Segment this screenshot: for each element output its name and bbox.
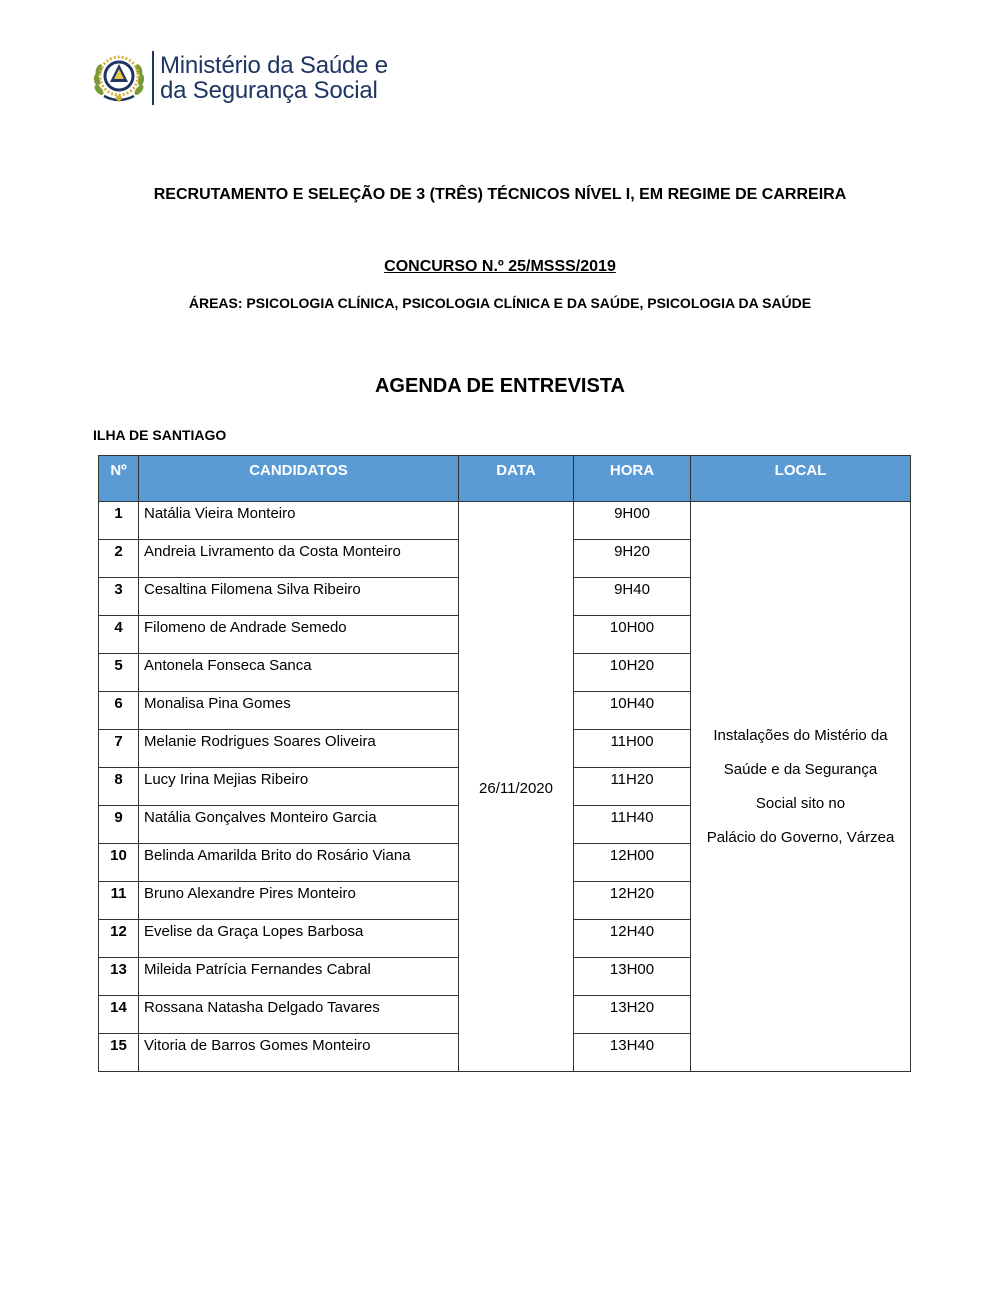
interview-hour: 10H40 (574, 692, 691, 730)
row-number: 7 (99, 730, 139, 768)
interview-hour: 13H40 (574, 1034, 691, 1072)
location-line-1: Instalações do Mistério da (713, 726, 888, 744)
location-line-2: Saúde e da Segurança (723, 760, 878, 778)
interview-hour: 13H00 (574, 958, 691, 996)
candidate-name: Filomeno de Andrade Semedo (139, 616, 459, 654)
interview-hour: 11H20 (574, 768, 691, 806)
contest-number: CONCURSO N.º 25/MSSS/2019 (384, 258, 616, 275)
row-number: 9 (99, 806, 139, 844)
row-number: 1 (99, 502, 139, 540)
interview-hour: 12H40 (574, 920, 691, 958)
logo-divider (152, 51, 154, 105)
interview-hour: 10H20 (574, 654, 691, 692)
candidate-name: Evelise da Graça Lopes Barbosa (139, 920, 459, 958)
island-label: ILHA DE SANTIAGO (93, 427, 227, 443)
row-number: 2 (99, 540, 139, 578)
candidate-name: Natália Vieira Monteiro (139, 502, 459, 540)
candidate-name: Natália Gonçalves Monteiro Garcia (139, 806, 459, 844)
row-number: 10 (99, 844, 139, 882)
row-number: 13 (99, 958, 139, 996)
candidate-name: Belinda Amarilda Brito do Rosário Viana (139, 844, 459, 882)
candidate-name: Monalisa Pina Gomes (139, 692, 459, 730)
row-number: 6 (99, 692, 139, 730)
row-number: 8 (99, 768, 139, 806)
candidate-name: Antonela Fonseca Sanca (139, 654, 459, 692)
row-number: 4 (99, 616, 139, 654)
interview-hour: 13H20 (574, 996, 691, 1034)
candidate-name: Vitoria de Barros Gomes Monteiro (139, 1034, 459, 1072)
row-number: 3 (99, 578, 139, 616)
ministry-name-line-2: da Segurança Social (160, 77, 378, 104)
interview-schedule-table (98, 455, 911, 1072)
header-candidates: CANDIDATOS (139, 456, 459, 502)
ministry-logo (90, 50, 388, 106)
candidate-name: Mileida Patrícia Fernandes Cabral (139, 958, 459, 996)
interview-date: 26/11/2020 (459, 502, 574, 1072)
candidate-name: Lucy Irina Mejias Ribeiro (139, 768, 459, 806)
candidate-name: Cesaltina Filomena Silva Ribeiro (139, 578, 459, 616)
row-number: 14 (99, 996, 139, 1034)
header-hour: HORA (574, 456, 691, 502)
interview-hour: 9H00 (574, 502, 691, 540)
interview-hour: 12H00 (574, 844, 691, 882)
location-line-3: Social sito no (755, 794, 846, 812)
header-local: LOCAL (691, 456, 911, 502)
candidate-name: Rossana Natasha Delgado Tavares (139, 996, 459, 1034)
table-row (99, 502, 911, 540)
coat-of-arms-icon (90, 50, 148, 106)
interview-hour: 11H40 (574, 806, 691, 844)
contest-areas: ÁREAS: PSICOLOGIA CLÍNICA, PSICOLOGIA CLÍNICA E DA SAÚDE, PSICOLOGIA DA SAÚDE (188, 295, 812, 311)
candidate-name: Andreia Livramento da Costa Monteiro (139, 540, 459, 578)
header-date: DATA (459, 456, 574, 502)
interview-hour: 9H20 (574, 540, 691, 578)
candidate-name: Bruno Alexandre Pires Monteiro (139, 882, 459, 920)
interview-hour: 11H00 (574, 730, 691, 768)
candidate-name: Melanie Rodrigues Soares Oliveira (139, 730, 459, 768)
ministry-name-line-1: Ministério da Saúde e (160, 52, 388, 79)
document-title: RECRUTAMENTO E SELEÇÃO DE 3 (TRÊS) TÉCNICOS NÍVEL I, EM REGIME DE CARREIRA (153, 186, 847, 203)
location-line-4: Palácio do Governo, Várzea (706, 828, 895, 846)
row-number: 15 (99, 1034, 139, 1072)
header-number: Nº (99, 456, 139, 502)
interview-location (691, 502, 911, 1072)
interview-hour: 9H40 (574, 578, 691, 616)
ministry-name (160, 53, 388, 103)
row-number: 12 (99, 920, 139, 958)
agenda-title: AGENDA DE ENTREVISTA (374, 375, 626, 397)
row-number: 11 (99, 882, 139, 920)
row-number: 5 (99, 654, 139, 692)
interview-hour: 12H20 (574, 882, 691, 920)
interview-hour: 10H00 (574, 616, 691, 654)
table-header-row (99, 456, 911, 502)
